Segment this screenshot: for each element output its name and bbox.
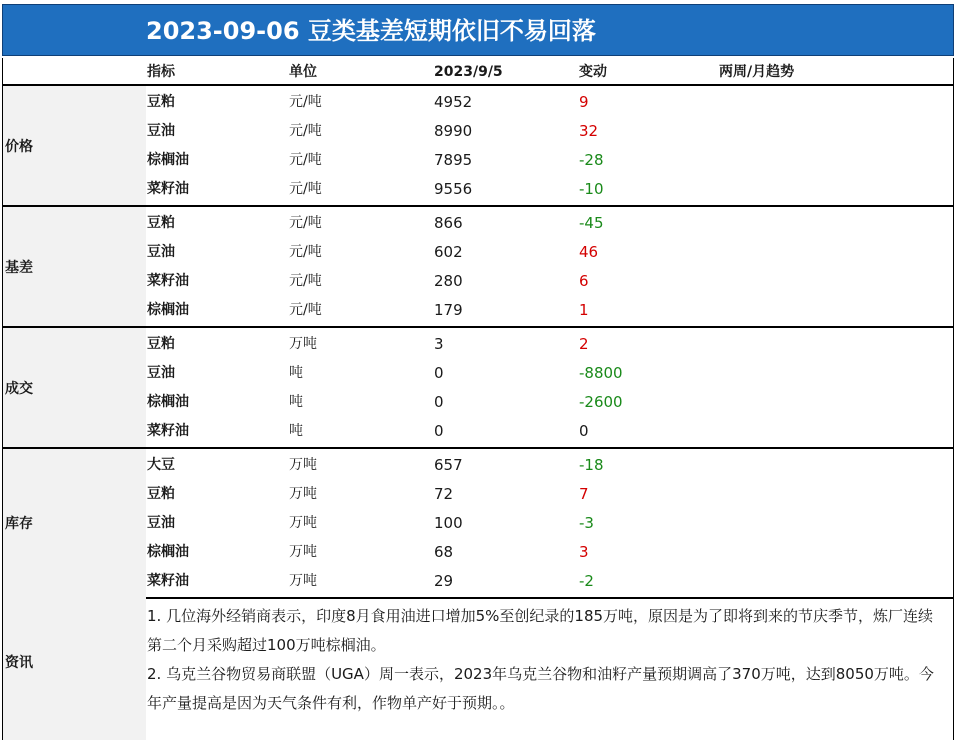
row-value: 29 xyxy=(434,572,454,590)
row-change: 46 xyxy=(579,243,599,261)
row-indicator: 棕榈油 xyxy=(147,302,189,318)
table-row xyxy=(3,238,953,267)
row-value: 602 xyxy=(434,243,463,261)
table-row xyxy=(3,330,953,359)
row-change: -28 xyxy=(579,151,604,169)
row-value: 3 xyxy=(434,335,444,353)
row-indicator: 豆油 xyxy=(147,244,175,260)
row-indicator: 豆粕 xyxy=(147,215,175,231)
row-unit: 元/吨 xyxy=(289,181,322,197)
row-indicator: 菜籽油 xyxy=(147,181,189,197)
row-change: 3 xyxy=(579,543,589,561)
table-row xyxy=(3,538,953,567)
news-item: 2. 乌克兰谷物贸易商联盟（UGA）周一表示，2023年乌克兰谷物和油籽产量预期调高了370万吨，达到8050万吨。今年产量提高是因为天气条件有利，作物单产好于预期。。 xyxy=(147,665,934,712)
column-header-unit: 单位 xyxy=(289,64,317,80)
row-unit: 万吨 xyxy=(289,336,317,352)
row-indicator: 菜籽油 xyxy=(147,573,189,589)
row-unit: 万吨 xyxy=(289,573,317,589)
row-value: 8990 xyxy=(434,122,473,140)
row-change: -2600 xyxy=(579,393,623,411)
table-row xyxy=(3,509,953,538)
row-value: 100 xyxy=(434,514,463,532)
news-item: 1. 几位海外经销商表示，印度8月食用油进口增加5%至创纪录的185万吨，原因是为了即将到来的节庆季节，炼厂连续第二个月采购超过100万吨棕榈油。 xyxy=(147,607,934,654)
group-label: 成交 xyxy=(5,380,33,397)
group-label: 库存 xyxy=(5,516,33,532)
row-unit: 元/吨 xyxy=(289,302,322,318)
row-unit: 万吨 xyxy=(289,515,317,531)
row-indicator: 棕榈油 xyxy=(147,152,189,168)
row-change: 7 xyxy=(579,485,589,503)
row-indicator: 菜籽油 xyxy=(147,273,189,289)
table-row xyxy=(3,146,953,175)
table-row xyxy=(3,388,953,417)
row-value: 657 xyxy=(434,456,463,474)
table-row xyxy=(3,480,953,509)
table-group xyxy=(2,328,954,449)
row-value: 0 xyxy=(434,364,444,382)
row-change: -8800 xyxy=(579,364,623,382)
row-indicator: 棕榈油 xyxy=(147,394,189,410)
table-row xyxy=(3,359,953,388)
news-label: 资讯 xyxy=(5,655,33,671)
row-value: 68 xyxy=(434,543,454,561)
row-value: 0 xyxy=(434,393,444,411)
row-value: 866 xyxy=(434,214,463,232)
row-unit: 万吨 xyxy=(289,486,317,502)
row-indicator: 豆油 xyxy=(147,365,175,381)
group-label: 价格 xyxy=(5,138,33,155)
row-indicator: 大豆 xyxy=(147,457,175,473)
row-unit: 吨 xyxy=(289,365,303,381)
row-change: -10 xyxy=(579,180,604,198)
row-change: -45 xyxy=(579,214,604,232)
row-change: 32 xyxy=(579,122,599,140)
table-row xyxy=(3,209,953,238)
row-unit: 万吨 xyxy=(289,544,317,560)
row-value: 179 xyxy=(434,301,463,319)
row-value: 72 xyxy=(434,485,454,503)
row-unit: 元/吨 xyxy=(289,123,322,139)
column-header-row xyxy=(2,58,954,86)
column-header-trend: 两周/月趋势 xyxy=(719,64,795,80)
table-row xyxy=(3,267,953,296)
title-bar xyxy=(2,4,954,56)
table-group xyxy=(2,86,954,207)
row-change: 0 xyxy=(579,422,589,440)
row-unit: 吨 xyxy=(289,394,303,410)
table-row xyxy=(3,296,953,325)
table-row xyxy=(3,175,953,204)
row-indicator: 菜籽油 xyxy=(147,423,189,439)
row-indicator: 豆粕 xyxy=(147,336,175,352)
group-label: 基差 xyxy=(5,259,33,276)
row-change: 1 xyxy=(579,301,589,319)
row-change: 9 xyxy=(579,93,589,111)
row-change: 2 xyxy=(579,335,589,353)
row-value: 0 xyxy=(434,422,444,440)
row-value: 280 xyxy=(434,272,463,290)
news-section xyxy=(2,580,954,740)
row-unit: 元/吨 xyxy=(289,94,322,110)
row-unit: 万吨 xyxy=(289,457,317,473)
row-indicator: 豆粕 xyxy=(147,486,175,502)
row-value: 7895 xyxy=(434,151,473,169)
row-indicator: 豆油 xyxy=(147,515,175,531)
row-value: 4952 xyxy=(434,93,473,111)
news-text xyxy=(147,602,941,718)
row-indicator: 豆油 xyxy=(147,123,175,139)
column-header-change: 变动 xyxy=(579,64,607,80)
row-change: -3 xyxy=(579,514,594,532)
row-unit: 元/吨 xyxy=(289,273,322,289)
table-row xyxy=(3,451,953,480)
row-unit: 元/吨 xyxy=(289,215,322,231)
report-title: 2023-09-06 豆类基差短期依旧不易回落 xyxy=(146,17,596,45)
row-change: 6 xyxy=(579,272,589,290)
row-unit: 元/吨 xyxy=(289,244,322,260)
row-change: -2 xyxy=(579,572,594,590)
row-unit: 元/吨 xyxy=(289,152,322,168)
table-group xyxy=(2,207,954,328)
table-row xyxy=(3,117,953,146)
news-label-column xyxy=(3,580,146,740)
column-header-date: 2023/9/5 xyxy=(434,64,503,80)
row-change: -18 xyxy=(579,456,604,474)
row-value: 9556 xyxy=(434,180,473,198)
table-group xyxy=(2,449,954,599)
column-header-indicator: 指标 xyxy=(147,64,175,80)
row-indicator: 棕榈油 xyxy=(147,544,189,560)
table-row xyxy=(3,88,953,117)
row-indicator: 豆粕 xyxy=(147,94,175,110)
row-unit: 吨 xyxy=(289,423,303,439)
table-row xyxy=(3,417,953,446)
